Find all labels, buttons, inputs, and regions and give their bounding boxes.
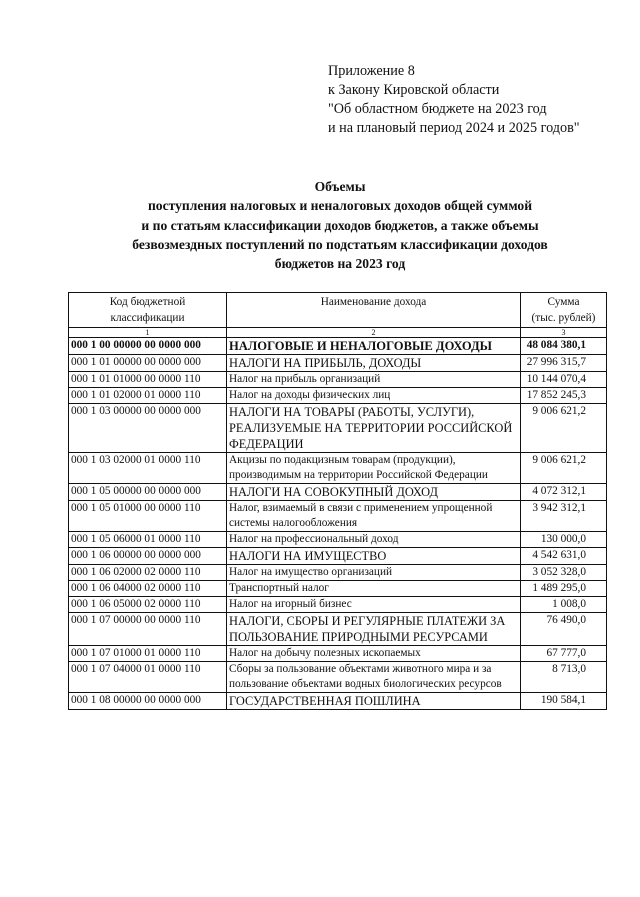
row-name: Сборы за пользование объектами животного мира и за пользование объектами водных биологических ресурсов (227, 662, 521, 693)
header-amount (521, 293, 607, 328)
header-code (69, 293, 227, 328)
row-code: 000 1 01 01000 00 0000 110 (69, 372, 227, 388)
row-amount: 4 542 631,0 (521, 548, 607, 565)
row-name: Транспортный налог (227, 581, 521, 597)
table-row (69, 693, 607, 710)
row-code: 000 1 00 00000 00 0000 000 (69, 338, 227, 355)
row-code: 000 1 06 04000 02 0000 110 (69, 581, 227, 597)
table-row (69, 662, 607, 693)
row-code: 000 1 05 01000 00 0000 110 (69, 501, 227, 532)
table-row (69, 646, 607, 662)
row-amount: 67 777,0 (521, 646, 607, 662)
table-row (69, 613, 607, 646)
row-code: 000 1 06 05000 02 0000 110 (69, 597, 227, 613)
row-amount: 4 072 312,1 (521, 484, 607, 501)
column-index: 1 (69, 328, 227, 338)
row-code: 000 1 03 00000 00 0000 000 (69, 404, 227, 453)
header-amount-line1: Сумма (547, 296, 580, 308)
row-name: НАЛОГИ, СБОРЫ И РЕГУЛЯРНЫЕ ПЛАТЕЖИ ЗА ПОЛЬЗОВАНИЕ ПРИРОДНЫМИ РЕСУРСАМИ (227, 613, 521, 646)
appendix-line: к Закону Кировской области (328, 82, 500, 98)
table-row (69, 484, 607, 501)
title-line: бюджетов на 2023 год (274, 256, 406, 272)
row-code: 000 1 06 02000 02 0000 110 (69, 565, 227, 581)
title-line: поступления налоговых и неналоговых доходов общей суммой (147, 198, 533, 214)
row-name: НАЛОГОВЫЕ И НЕНАЛОГОВЫЕ ДОХОДЫ (227, 338, 521, 355)
row-amount: 3 052 328,0 (521, 565, 607, 581)
column-index: 3 (521, 328, 607, 338)
table-row (69, 372, 607, 388)
row-code: 000 1 05 00000 00 0000 000 (69, 484, 227, 501)
header-code-line1: Код бюджетной (109, 296, 186, 308)
table-row (69, 404, 607, 453)
table-row (69, 548, 607, 565)
row-amount: 8 713,0 (521, 662, 607, 693)
appendix-line: Приложение 8 (328, 63, 415, 79)
row-name: Налог на прибыль организаций (227, 372, 521, 388)
row-name: Налог на доходы физических лиц (227, 388, 521, 404)
row-amount: 10 144 070,4 (521, 372, 607, 388)
header-name (227, 293, 521, 328)
row-name: Налог на игорный бизнес (227, 597, 521, 613)
revenue-table (68, 292, 607, 710)
row-amount: 1 008,0 (521, 597, 607, 613)
row-name: Налог на имущество организаций (227, 565, 521, 581)
row-amount: 9 006 621,2 (521, 453, 607, 484)
appendix-line: "Об областном бюджете на 2023 год (328, 101, 547, 117)
header-amount-line2: (тыс. рублей) (531, 312, 596, 324)
header-code-line2: классификации (110, 312, 185, 324)
title-line: Объемы (314, 179, 366, 194)
table-row (69, 532, 607, 548)
row-code: 000 1 07 04000 01 0000 110 (69, 662, 227, 693)
row-name: ГОСУДАРСТВЕННАЯ ПОШЛИНА (227, 693, 521, 710)
row-name: НАЛОГИ НА ТОВАРЫ (РАБОТЫ, УСЛУГИ), РЕАЛИЗУЕМЫЕ НА ТЕРРИТОРИИ РОССИЙСКОЙ ФЕДЕРАЦИИ (227, 404, 521, 453)
row-name: Налог на профессиональный доход (227, 532, 521, 548)
appendix-note (328, 62, 580, 138)
row-code: 000 1 01 00000 00 0000 000 (69, 355, 227, 372)
header-name-label: Наименование дохода (320, 296, 427, 308)
row-name: НАЛОГИ НА ИМУЩЕСТВО (227, 548, 521, 565)
table-row (69, 581, 607, 597)
table-row (69, 597, 607, 613)
table-row (69, 338, 607, 355)
table-row (69, 453, 607, 484)
row-amount: 76 490,0 (521, 613, 607, 646)
table-row (69, 388, 607, 404)
row-amount: 17 852 245,3 (521, 388, 607, 404)
row-amount: 48 084 380,1 (521, 338, 607, 355)
row-code: 000 1 07 00000 00 0000 110 (69, 613, 227, 646)
row-name: НАЛОГИ НА ПРИБЫЛЬ, ДОХОДЫ (227, 355, 521, 372)
row-name: НАЛОГИ НА СОВОКУПНЫЙ ДОХОД (227, 484, 521, 501)
row-amount: 3 942 312,1 (521, 501, 607, 532)
column-index: 2 (227, 328, 521, 338)
row-amount: 27 996 315,7 (521, 355, 607, 372)
row-amount: 9 006 621,2 (521, 404, 607, 453)
row-code: 000 1 08 00000 00 0000 000 (69, 693, 227, 710)
row-name: Акцизы по подакцизным товарам (продукции), производимым на территории Российской Федерации (227, 453, 521, 484)
row-code: 000 1 06 00000 00 0000 000 (69, 548, 227, 565)
title-line: и по статьям классификации доходов бюджетов, а также объемы (141, 217, 539, 233)
row-code: 000 1 05 06000 01 0000 110 (69, 532, 227, 548)
table-row (69, 565, 607, 581)
row-amount: 1 489 295,0 (521, 581, 607, 597)
table-row (69, 355, 607, 372)
table-header-row (69, 293, 607, 328)
row-code: 000 1 07 01000 01 0000 110 (69, 646, 227, 662)
row-name: Налог, взимаемый в связи с применением упрощенной системы налогообложения (227, 501, 521, 532)
title-line: безвозмездных поступлений по подстатьям классификации доходов (132, 236, 548, 252)
row-code: 000 1 03 02000 01 0000 110 (69, 453, 227, 484)
row-name: Налог на добычу полезных ископаемых (227, 646, 521, 662)
appendix-line: и на плановый период 2024 и 2025 годов" (328, 120, 580, 136)
column-index-row (69, 328, 607, 338)
row-code: 000 1 01 02000 01 0000 110 (69, 388, 227, 404)
row-amount: 130 000,0 (521, 532, 607, 548)
table-row (69, 501, 607, 532)
row-amount: 190 584,1 (521, 693, 607, 710)
document-title (60, 177, 620, 273)
